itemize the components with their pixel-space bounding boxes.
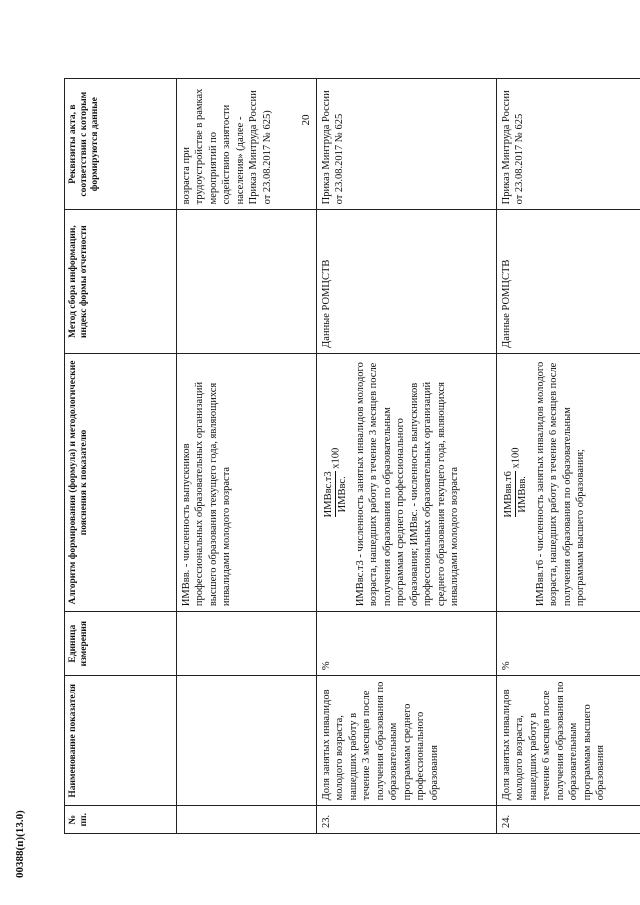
row-requisites: Приказ Минтруда России от 23.08.2017 № 625 xyxy=(497,79,640,210)
algorithm-text: ИМВвв.т6 - численность занятых инвалидов молодого возраста, нашедших работу в течение 6 месяцев после получения образования по образовательным программам высшего образования; xyxy=(534,361,587,607)
formula-multiplier: x100 xyxy=(510,447,522,469)
row-name xyxy=(177,676,317,806)
row-unit: % xyxy=(497,612,640,676)
row-name: Доля занятых инвалидов молодого возраста, нашедших работу в течение 3 месяцев после получения образования по образовательным программам среднего профессионального образования xyxy=(317,676,497,806)
row-num xyxy=(177,806,317,834)
header-unit: Единица измерения xyxy=(65,612,177,676)
header-name: Наименование показателя xyxy=(65,676,177,806)
row-algorithm xyxy=(317,353,497,611)
row-name: Доля занятых инвалидов молодого возраста, нашедших работу в течение 6 месяцев после получения образования по образовательным программам высшего образования xyxy=(497,676,640,806)
algorithm-text: ИМВвв. - численность выпускников профессиональных образовательных организаций высшего образования текущего года, являющихся инвалидами молодого возраста xyxy=(181,381,233,607)
indicators-table xyxy=(64,78,640,834)
page-number: 20 xyxy=(300,114,312,126)
formula xyxy=(322,359,350,606)
row-requisites: возраста при трудоустройстве в рамках мероприятий по содействию занятости населения» (далее - Приказ Минтруда России от 23.08.2017 № 625) xyxy=(177,79,317,210)
algorithm-text: ИМВвс.т3 - численность занятых инвалидов молодого возраста, нашедших работу в течение 3 месяцев после получения образования по образовательным программам среднего профессионального образования; ИМВвс. - численность выпускников профессиональных образовательных организаций среднего образования текущего года, являющихся инвалидами молодого возраста xyxy=(354,362,460,607)
table-row-24 xyxy=(497,79,640,834)
row-algorithm xyxy=(177,353,317,611)
formula-fraction xyxy=(502,471,530,517)
formula-denominator: ИМВвв. xyxy=(515,471,529,517)
header-requisites: Реквизиты акта, в соответствии с которым формируются данные xyxy=(65,79,177,210)
header-num: № пп. xyxy=(65,806,177,834)
row-algorithm xyxy=(497,353,640,611)
row-method: Данные РОМЦСТВ xyxy=(317,210,497,353)
row-unit xyxy=(177,612,317,676)
row-unit: % xyxy=(317,612,497,676)
table-row-continuation xyxy=(177,79,317,834)
formula-denominator: ИМВвс. xyxy=(335,471,349,517)
row-num: 24. xyxy=(497,806,640,834)
row-method xyxy=(177,210,317,353)
row-method: Данные РОМЦСТВ xyxy=(497,210,640,353)
document-code: 00388(п)(13.0) xyxy=(14,810,26,878)
formula-multiplier: x100 xyxy=(330,447,342,469)
formula-numerator: ИМВвв.т6 xyxy=(503,471,514,518)
header-row xyxy=(65,79,177,834)
header-method: Метод сбора информации, индекс формы отчетности xyxy=(65,210,177,353)
rotated-table-sheet xyxy=(64,78,607,834)
header-algorithm: Алгоритм формирования (формула) и методологические пояснения к показателю xyxy=(65,353,177,611)
formula-fraction xyxy=(322,471,350,517)
row-num: 23. xyxy=(317,806,497,834)
row-requisites: Приказ Минтруда России от 23.08.2017 № 625 xyxy=(317,79,497,210)
table-row-23 xyxy=(317,79,497,834)
formula xyxy=(502,359,530,606)
formula-numerator: ИМВвс.т3 xyxy=(323,471,334,518)
